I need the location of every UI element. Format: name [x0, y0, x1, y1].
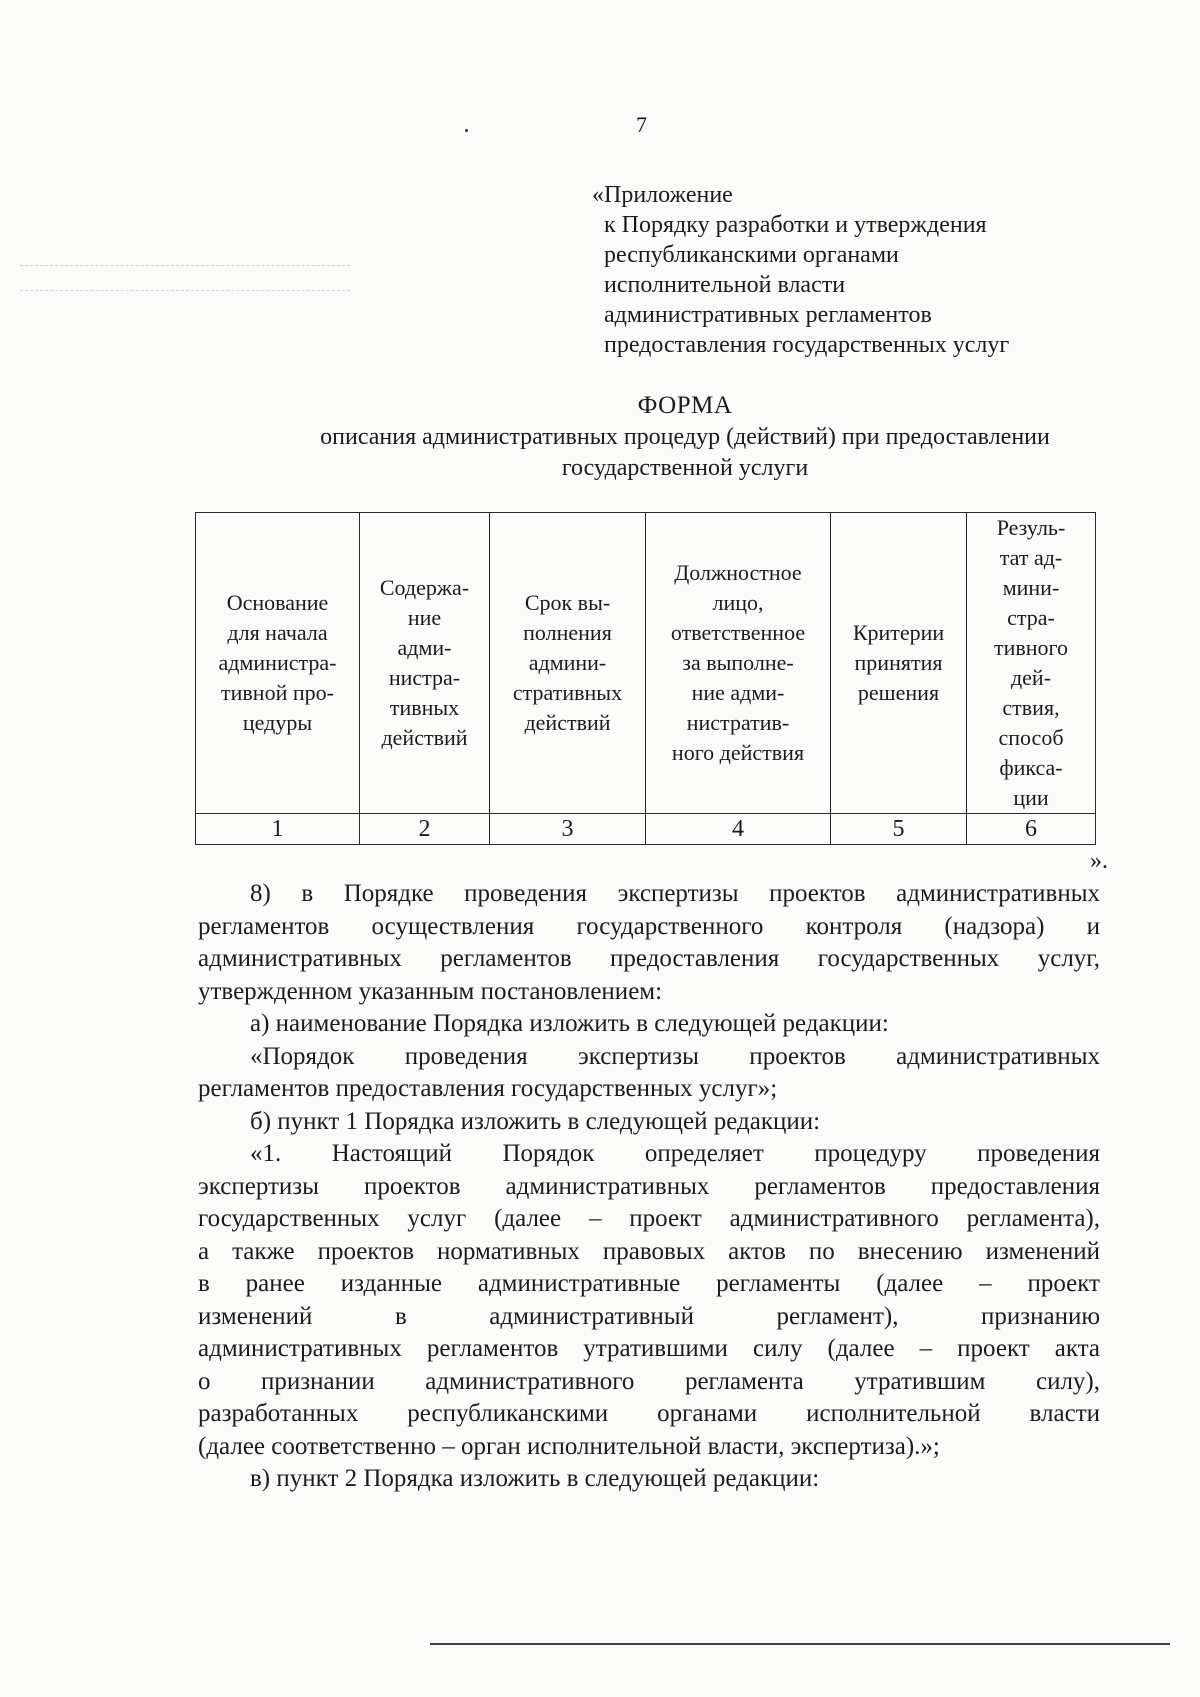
body-line: 8) в Порядке проведения экспертизы проектов административных	[250, 880, 1100, 907]
body-line: разработанных республиканскими органами исполнительной власти	[198, 1400, 1100, 1427]
table-header-cell: Основание для начала администра- тивной про- цедуры	[196, 513, 360, 814]
table-header-row	[196, 513, 1096, 814]
form-subtitle	[0, 422, 1200, 484]
appendix-line: к Порядку разработки и утверждения	[604, 212, 987, 238]
form-subtitle-line: государственной услуги	[561, 455, 809, 481]
body-line: о признании административного регламента утратившим силу),	[198, 1367, 1100, 1395]
body-line: а также проектов нормативных правовых актов по внесению изменений	[198, 1237, 1100, 1265]
scan-artifact	[20, 290, 350, 292]
body-line: экспертизы проектов административных регламентов предоставления	[198, 1172, 1100, 1200]
body-line: утвержденном указанным постановлением:	[198, 977, 663, 1005]
appendix-line: исполнительной власти	[604, 272, 846, 298]
body-line: регламентов осуществления государственного контроля (надзора) и	[198, 912, 1100, 940]
closing-quote-mark: ».	[1090, 848, 1108, 874]
table-header-cell: Содержа- ние адми- нистра- тивных действий	[360, 513, 490, 814]
form-subtitle-line: описания административных процедур (действий) при предоставлении	[320, 424, 1050, 450]
appendix-line: республиканскими органами	[604, 242, 899, 268]
appendix-line: административных регламентов	[604, 302, 932, 328]
appendix-header	[592, 180, 1009, 360]
table-number-cell: 5	[831, 814, 967, 845]
scan-bottom-rule	[430, 1643, 1170, 1645]
page-number: 7	[636, 112, 647, 137]
scan-artifact	[20, 265, 350, 267]
scan-speck	[465, 129, 468, 132]
body-line: в) пункт 2 Порядка изложить в следующей редакции:	[250, 1465, 820, 1492]
table-number-row	[196, 814, 1096, 845]
body-line: а) наименование Порядка изложить в следующей редакции:	[250, 1010, 889, 1037]
body-line: административных регламентов предоставления государственных услуг,	[198, 945, 1100, 972]
procedure-form-table	[195, 512, 1096, 845]
table-number-cell: 6	[967, 814, 1096, 845]
table-number-cell: 3	[490, 814, 646, 845]
body-text	[198, 878, 1100, 1496]
body-line: «1. Настоящий Порядок определяет процедуру проведения	[250, 1140, 1100, 1167]
appendix-line: «Приложение	[592, 182, 733, 208]
body-line: (далее соответственно – орган исполнительной власти, экспертиза).»;	[198, 1432, 940, 1460]
appendix-line: предоставления государственных услуг	[604, 332, 1010, 358]
form-title: ФОРМА	[637, 392, 733, 419]
body-line: б) пункт 1 Порядка изложить в следующей редакции:	[250, 1107, 821, 1135]
body-line: регламентов предоставления государственных услуг»;	[198, 1075, 778, 1102]
table-number-cell: 2	[360, 814, 490, 845]
body-line: государственных услуг (далее – проект административного регламента),	[198, 1205, 1100, 1232]
body-line: в ранее изданные административные регламенты (далее – проект	[198, 1270, 1100, 1297]
table-number-cell: 1	[196, 814, 360, 845]
body-line: изменений в административный регламент), признанию	[198, 1302, 1100, 1330]
table-number-cell: 4	[646, 814, 831, 845]
body-line: «Порядок проведения экспертизы проектов административных	[250, 1042, 1100, 1070]
body-line: административных регламентов утратившими силу (далее – проект акта	[198, 1335, 1100, 1362]
table-header-cell: Должностное лицо, ответственное за выполне- ние адми- нистратив- ного действия	[646, 513, 831, 814]
table-header-cell: Критерии принятия решения	[831, 513, 967, 814]
table-header-cell: Срок вы- полнения админи- стративных действий	[490, 513, 646, 814]
table-header-cell: Резуль- тат ад- мини- стра- тивного дей- ствия, способ фикса- ции	[967, 513, 1096, 814]
